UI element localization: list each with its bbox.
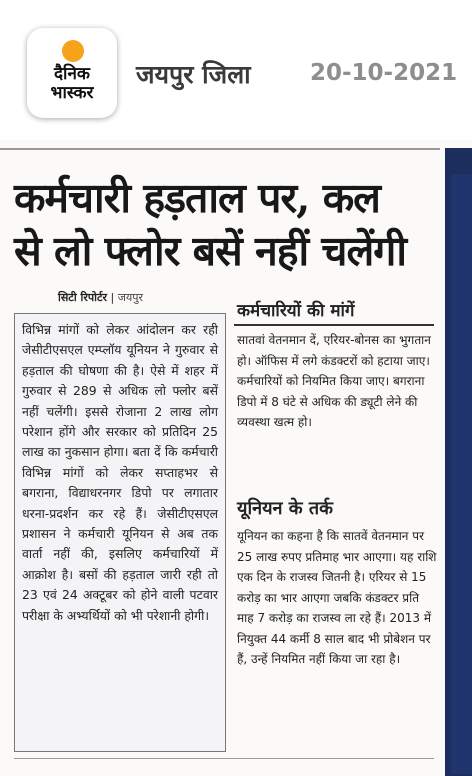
page-fold-line	[0, 148, 440, 150]
headline-line-2: से लो फ्लोर बसें नहीं चलेंगी	[14, 227, 406, 275]
byline-separator: |	[110, 291, 115, 304]
demands-heading: कर्मचारियों की मांगें	[237, 301, 355, 321]
dainik-bhaskar-logo[interactable]	[27, 28, 117, 118]
edition-date[interactable]: 20-10-2021	[310, 60, 458, 86]
app-header	[0, 0, 472, 140]
logo-text-line1: दैनिक	[54, 64, 90, 84]
logo-text-line2: भास्कर	[50, 83, 94, 103]
article-headline	[14, 172, 434, 278]
sun-icon	[62, 40, 84, 62]
byline-reporter: सिटी रिपोर्टर	[58, 291, 107, 304]
union-text: यूनियन का कहना है कि सातवें वेतनमान पर 25 लाख रुपए प्रतिमाह भार आएगा। यह राशि एक दिन के राजस्व जितनी है। एरियर से 15 करोड़ का भार आएगा जबकि कंडक्टर प्रति माह 7 करोड़ का राजस्व ला रहे हैं। 2013 में नियुक्त 44 कर्मी 8 साल बाद भी प्रोबेशन पर हैं, उन्हें नियमित नहीं किया जा रहा है।	[237, 529, 437, 666]
union-heading: यूनियन के तर्क	[237, 498, 333, 519]
adjacent-page-edge	[445, 148, 472, 776]
adjacent-page-image	[451, 174, 472, 774]
demands-text: सातवां वेतनमान दें, एरियर-बोनस का भुगतान हो। ऑफिस में लगे कंडक्टरों को हटाया जाए। कर्मचारियों को नियमित किया जाए। बगराना डिपो में 8 घंटे से अधिक की ड्यूटी लेने की व्यवस्था खत्म हो।	[237, 333, 431, 429]
byline-city: जयपुर	[117, 291, 144, 304]
article-byline	[58, 290, 143, 305]
edition-title[interactable]: जयपुर जिला	[136, 60, 251, 89]
headline-line-1: कर्मचारी हड़ताल पर, कल	[14, 174, 380, 222]
article-body-box	[14, 313, 226, 752]
article-body-text: विभिन्न मांगों को लेकर आंदोलन कर रही जेसीटीएसएल एम्प्लॉय यूनियन ने गुरुवार से हड़ताल की घोषणा की है। ऐसे में शहर में गुरुवार से 289 से अधिक लो फ्लोर बसें नहीं चलेंगी। इससे रोजाना 2 लाख लोग परेशान होंगे और सरकार को प्रतिदिन 25 लाख का नुकसान होगा। बता दें कि कर्मचारी विभिन्न मांगों को लेकर सप्ताहभर से बगराना, विद्याधरनगर डिपो पर लगातार धरना-प्रदर्शन कर रहे हैं। जेसीटीएसएल प्रशासन ने कर्मचारी यूनियन से अब तक वार्ता नहीं की, इसलिए कर्मचारियों में आक्रोश है। बसों की हड़ताल जारी रही तो 23 एवं 24 अक्टूबर को होने वाली पटवार परीक्षा के अभ्यर्थियों को भी परेशानी होगी।	[22, 322, 218, 623]
bottom-divider	[14, 758, 434, 759]
demands-divider	[234, 324, 434, 326]
